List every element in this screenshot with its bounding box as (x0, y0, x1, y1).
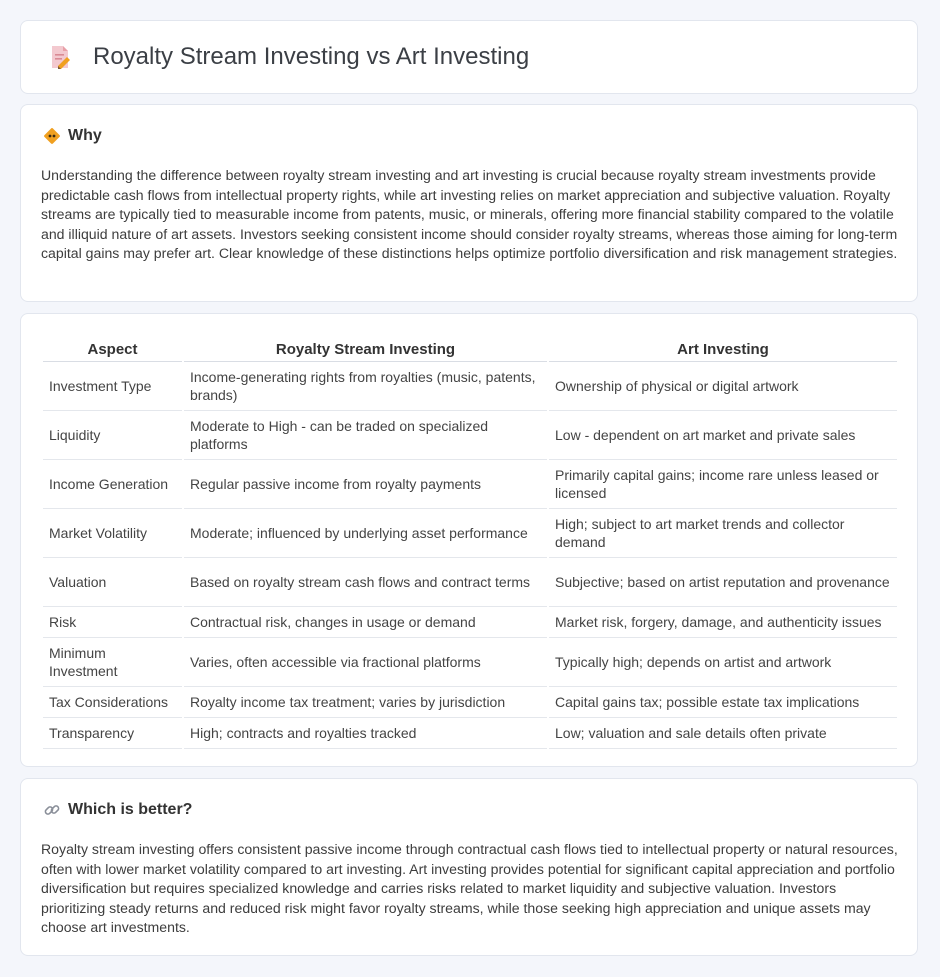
table-cell: Market risk, forgery, damage, and authenticity issues (549, 607, 897, 638)
table-cell: Subjective; based on artist reputation and provenance (549, 558, 897, 607)
table-cell: Based on royalty stream cash flows and contract terms (184, 558, 547, 607)
why-heading (43, 127, 102, 145)
table-cell: Primarily capital gains; income rare unless leased or licensed (549, 460, 897, 509)
table-header-row (43, 334, 897, 362)
table-row (43, 718, 897, 749)
table-row (43, 607, 897, 638)
table-row (43, 411, 897, 460)
comparison-table (41, 334, 899, 749)
table-cell: High; subject to art market trends and collector demand (549, 509, 897, 558)
table-row (43, 509, 897, 558)
table-cell: Income Generation (43, 460, 182, 509)
table-row (43, 460, 897, 509)
table-cell: Typically high; depends on artist and artwork (549, 638, 897, 687)
table-cell: Capital gains tax; possible estate tax implications (549, 687, 897, 718)
table-row (43, 638, 897, 687)
table-cell: Moderate; influenced by underlying asset performance (184, 509, 547, 558)
column-header: Art Investing (549, 334, 897, 362)
table-row (43, 687, 897, 718)
why-section (20, 104, 918, 302)
table-cell: Valuation (43, 558, 182, 607)
table-cell: Transparency (43, 718, 182, 749)
better-text: Royalty stream investing offers consistent passive income through contractual cash flows tied to intellectual property or natural resources, often with lower market volatility compared to art investing. Art investing provides potential for significant capital appreciation and portfolio diversification but requires specialized knowledge and carries risks related to market liquidity and subjective valuation. Investors prioritizing steady returns and reduced risk might favor royalty streams, while those seeking high appreciation and unique assets may choose art investments. (41, 841, 898, 935)
column-header: Aspect (43, 334, 182, 362)
table-cell: Low; valuation and sale details often private (549, 718, 897, 749)
table-cell: Income-generating rights from royalties (music, patents, brands) (184, 362, 547, 411)
link-icon (43, 801, 61, 819)
better-title: Which is better? (68, 801, 193, 818)
table-row (43, 362, 897, 411)
table-cell: Royalty income tax treatment; varies by jurisdiction (184, 687, 547, 718)
comparison-table-card (20, 313, 918, 767)
which-is-better-section (20, 778, 918, 956)
table-cell: Moderate to High - can be traded on specialized platforms (184, 411, 547, 460)
why-title: Why (68, 127, 102, 144)
page-title: Royalty Stream Investing vs Art Investing (93, 43, 530, 70)
table-cell: Liquidity (43, 411, 182, 460)
table-cell: Contractual risk, changes in usage or demand (184, 607, 547, 638)
table-cell: Risk (43, 607, 182, 638)
table-cell: Tax Considerations (43, 687, 182, 718)
table-cell: Varies, often accessible via fractional platforms (184, 638, 547, 687)
diamond-sign-icon (43, 127, 61, 145)
table-cell: Ownership of physical or digital artwork (549, 362, 897, 411)
table-cell: Investment Type (43, 362, 182, 411)
table-cell: High; contracts and royalties tracked (184, 718, 547, 749)
table-row (43, 558, 897, 607)
why-text: Understanding the difference between royalty stream investing and art investing is crucial because royalty stream investments provide predictable cash flows from intellectual property rights, while art investing relies on market appreciation and subjective valuation. Royalty streams are typically tied to measurable income from patents, music, or minerals, offering more financial stability compared to the volatile and illiquid nature of art assets. Investors seeking consistent income should consider royalty streams, whereas those aiming for long-term capital gains may prefer art. Clear knowledge of these distinctions helps optimize portfolio diversification and risk management strategies. (41, 167, 898, 261)
header-card (20, 20, 918, 94)
table-cell: Minimum Investment (43, 638, 182, 687)
table-cell: Low - dependent on art market and private sales (549, 411, 897, 460)
column-header: Royalty Stream Investing (184, 334, 547, 362)
table-cell: Market Volatility (43, 509, 182, 558)
better-heading (43, 801, 192, 819)
document-pencil-icon (47, 44, 73, 70)
table-cell: Regular passive income from royalty payments (184, 460, 547, 509)
